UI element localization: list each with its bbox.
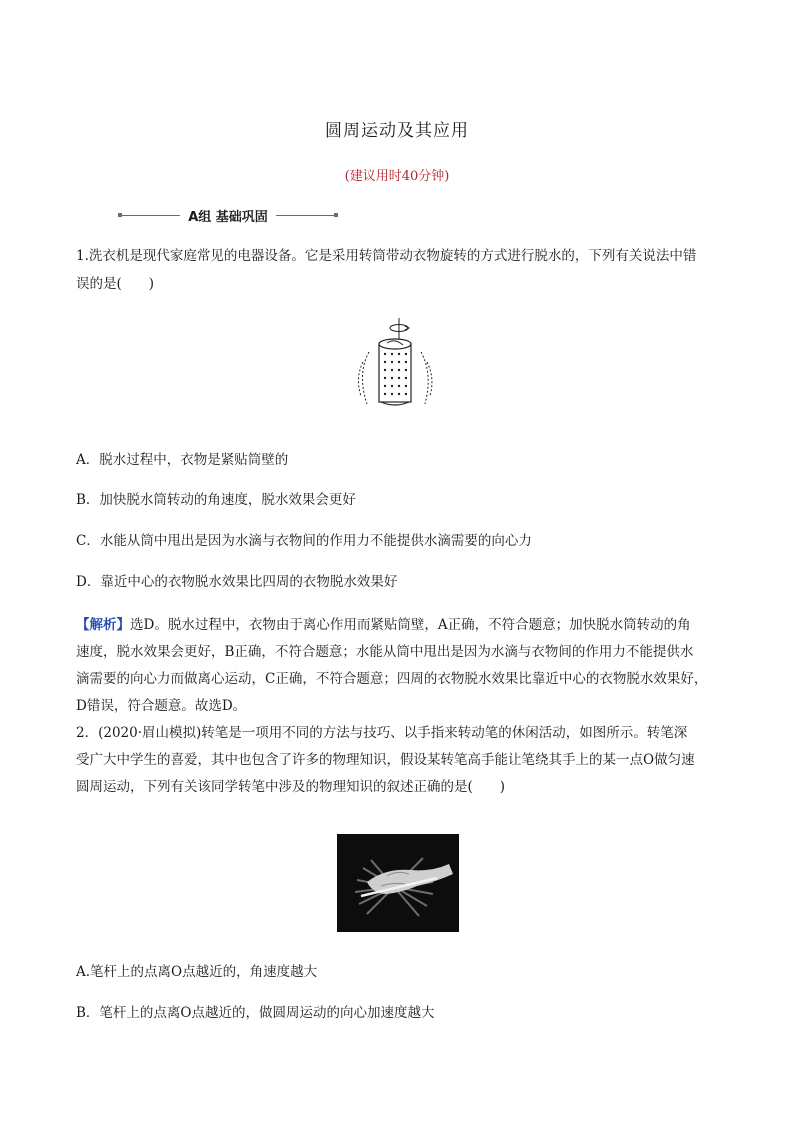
suggested-time: (建议用时40分钟) <box>344 169 450 184</box>
section-header <box>120 205 336 225</box>
q1-analysis-line3: 滴需要的向心力而做离心运动，C正确，不符合题意；四周的衣物脱水效果比靠近中心的衣物脱水效果好， <box>76 671 708 687</box>
q2-option-b: B．笔杆上的点离O点越近的，做圆周运动的向心加速度越大 <box>76 1005 435 1021</box>
q2-stem-line1: 2．(2020·眉山模拟)转笔是一项用不同的方法与技巧、以手指来转动笔的休闲活动，如图所示。转笔深 <box>76 725 688 741</box>
q1-stem-line1: 1.洗衣机是现代家庭常见的电器设备。它是采用转筒带动衣物旋转的方式进行脱水的，下列有关说法中错 <box>76 248 697 264</box>
q1-stem-line2: 误的是( ) <box>76 276 155 292</box>
q1-analysis-line2: 速度，脱水效果会更好，B正确，不符合题意；水能从筒中甩出是因为水滴与衣物间的作用力不能提供水 <box>76 644 694 660</box>
q1-option-d: D．靠近中心的衣物脱水效果比四周的衣物脱水效果好 <box>76 574 398 590</box>
q1-analysis-line1: 【解析】选D。脱水过程中，衣物由于离心作用而紧贴筒壁，A正确，不符合题意；加快脱水筒转动的角 <box>76 617 691 633</box>
spin-dryer-figure <box>355 318 435 414</box>
q2-stem <box>76 720 726 801</box>
q1-stem <box>76 244 724 296</box>
q2-stem-line2: 受广大中学生的喜爱，其中也包含了许多的物理知识，假设某转笔高手能让笔绕其手上的某一点O做匀速 <box>76 752 695 768</box>
section-label: A组 基础巩固 <box>188 209 268 225</box>
analysis-label: 【解析】 <box>76 617 130 633</box>
pen-spinning-photo <box>337 834 459 932</box>
q1-option-c: C．水能从筒中甩出是因为水滴与衣物间的作用力不能提供水滴需要的向心力 <box>76 533 532 549</box>
section-rule-left <box>120 215 180 216</box>
q1-option-b: B．加快脱水筒转动的角速度，脱水效果会更好 <box>76 492 356 508</box>
q1-option-a: A．脱水过程中，衣物是紧贴筒壁的 <box>76 452 289 468</box>
q1-analysis-line4: D错误，符合题意。故选D。 <box>76 698 247 714</box>
section-rule-right <box>276 215 336 216</box>
q2-option-a: A.笔杆上的点离O点越近的，角速度越大 <box>76 964 318 980</box>
q2-stem-line3: 圆周运动，下列有关该同学转笔中涉及的物理知识的叙述正确的是( ) <box>76 779 506 795</box>
q1-analysis <box>76 612 726 720</box>
page-title: 圆周运动及其应用 <box>325 121 469 141</box>
